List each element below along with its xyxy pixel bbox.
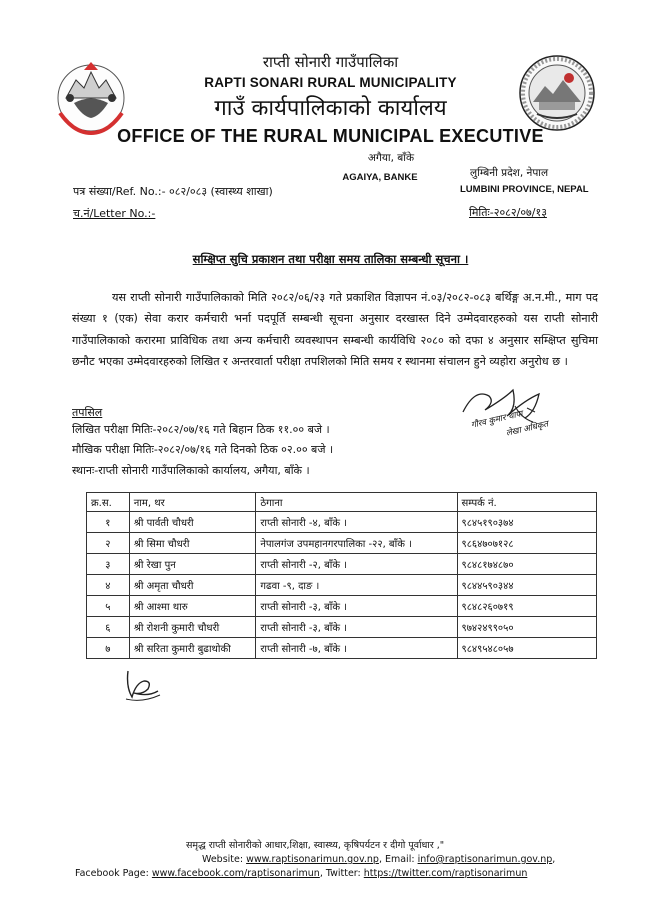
table-row <box>87 638 597 659</box>
website-link[interactable]: www.raptisonarimun.gov.np <box>246 854 379 865</box>
table-row <box>87 617 597 638</box>
row-address: राप्ती सोनारी -३, बाँके । <box>256 617 457 638</box>
email-end: , <box>552 854 556 865</box>
email-link[interactable]: info@raptisonarimun.gov.np <box>417 854 553 865</box>
row-serial: २ <box>87 533 130 554</box>
row-contact: ९८४८२६०७१९ <box>457 596 596 617</box>
table-row <box>87 575 597 596</box>
facebook-link[interactable]: www.facebook.com/raptisonarimun <box>151 868 320 879</box>
row-contact: ९८४४५९०३४४ <box>457 575 596 596</box>
row-address: गढवा -९, दाङ । <box>256 575 457 596</box>
notice-subject <box>0 248 661 267</box>
address-english: AGAIYA, BANKE <box>342 172 418 183</box>
province-nepali: लुम्बिनी प्रदेश, नेपाल <box>470 167 549 179</box>
table-row <box>87 512 597 533</box>
row-serial: १ <box>87 512 130 533</box>
table-row <box>87 596 597 617</box>
row-serial: ५ <box>87 596 130 617</box>
header-name: नाम, थर <box>129 493 256 512</box>
table-header-row <box>87 493 597 512</box>
details-heading: तपसिल <box>72 406 103 419</box>
row-serial: ६ <box>87 617 130 638</box>
row-serial: ४ <box>87 575 130 596</box>
footer-social-line <box>75 868 527 879</box>
written-exam-schedule: लिखित परीक्षा मितिः-२०८२/०७/१६ गते बिहान ठिक ११.०० बजे । <box>72 423 330 436</box>
notice-body: यस राप्ती सोनारी गाउँपालिकाको मिति २०८२/०६/२३ गते प्रकाशित विज्ञापन नं.०३/२०८२-०८३ बर्थिङ्ग अ.न.मी., माग पद संख्या १ (एक) सेवा करार कर्मचारी भर्ना पदपूर्ति सम्बन्धी सूचना अनुसार दरखास्त दिने उम्मेदवारहरुको यस राप्ती सोनारी गाउँपालिकाको करारमा प्राविधिक तथा अन्य कर्मचारी व्यवस्थापन सम्बन्धी कार्यविधि २०८० को दफा ४ अनुसार सम्क्षिप्त सुचिमा छनौट भएका उम्मेदवारहरुको लिखित र अन्तरवार्ता परीक्षा तपशिलको मिति समय र स्थानमा संचालन हुने व्यहोरा अनुरोध छ । <box>72 291 598 369</box>
row-address: राप्ती सोनारी -३, बाँके । <box>256 596 457 617</box>
row-name: श्री आश्मा थारु <box>129 596 256 617</box>
signer-name: गौरव कुमार थापा <box>470 409 524 431</box>
row-serial: ३ <box>87 554 130 575</box>
row-name: श्री रेखा पुन <box>129 554 256 575</box>
email-label: , Email: <box>378 854 418 865</box>
footer-contact-line <box>202 854 555 865</box>
municipality-name-english: RAPTI SONARI RURAL MUNICIPALITY <box>204 75 457 90</box>
row-contact: ९७४२४९९०५० <box>457 617 596 638</box>
notice-subject-text: सम्क्षिप्त सुचि प्रकाशन तथा परीक्षा समय तालिका सम्बन्धी सूचना । <box>192 252 469 266</box>
initials-mark <box>122 663 164 703</box>
table-row <box>87 554 597 575</box>
reference-number: पत्र संख्या/Ref. No.:- ०८२/०८३ (स्वास्थ्य शाखा) <box>73 185 273 198</box>
province-english: LUMBINI PROVINCE, NEPAL <box>460 184 589 195</box>
office-name-english: OFFICE OF THE RURAL MUNICIPAL EXECUTIVE <box>117 126 544 146</box>
footer-slogan: समृद्ध राप्ती सोनारीको आधार,शिक्षा, स्वास्थ्य, कृषिपर्यटन र दीगो पूर्वाधार ," <box>186 840 445 851</box>
municipality-name-nepali: राप्ती सोनारी गाउँपालिका <box>262 53 399 71</box>
letter-number: च.नं/Letter No.:- <box>73 207 156 220</box>
row-contact: ९८४८१७४८७० <box>457 554 596 575</box>
header-contact: सम्पर्क नं. <box>457 493 596 512</box>
row-contact: ९८६४७०७१२८ <box>457 533 596 554</box>
row-address: नेपालगंज उपमहानगरपालिका -२२, बाँके । <box>256 533 457 554</box>
letter-date: मितिः-२०८२/०७/१३ <box>469 206 547 219</box>
exam-venue: स्थानः-राप्ती सोनारी गाउँपालिकाको कार्यालय, अगैया, बाँके । <box>72 464 310 477</box>
table-row <box>87 533 597 554</box>
header-address: ठेगाना <box>256 493 457 512</box>
website-label: Website: <box>202 854 247 865</box>
row-name: श्री रोशनी कुमारी चौधरी <box>129 617 256 638</box>
row-address: राप्ती सोनारी -७, बाँके । <box>256 638 457 659</box>
row-name: श्री सिमा चौधरी <box>129 533 256 554</box>
signer-title: लेखा अधिकृत <box>505 419 550 439</box>
facebook-label: Facebook Page: <box>75 868 152 879</box>
address-nepali: अगैया, बाँके <box>367 152 415 164</box>
twitter-label: , Twitter: <box>319 868 364 879</box>
row-address: राप्ती सोनारी -२, बाँके । <box>256 554 457 575</box>
row-address: राप्ती सोनारी -४, बाँके । <box>256 512 457 533</box>
signature-mark <box>455 378 625 448</box>
twitter-link[interactable]: https://twitter.com/raptisonarimun <box>363 868 528 879</box>
header-serial: क्र.स. <box>87 493 130 512</box>
candidate-table <box>86 492 597 659</box>
row-contact: ९८४९५४८०५७ <box>457 638 596 659</box>
oral-exam-schedule: मौखिक परीक्षा मितिः-२०८२/०७/१६ गते दिनको ठिक ०२.०० बजे । <box>72 443 334 456</box>
row-serial: ७ <box>87 638 130 659</box>
row-name: श्री पार्वती चौधरी <box>129 512 256 533</box>
row-name: श्री अमृता चौधरी <box>129 575 256 596</box>
office-name-nepali: गाउँ कार्यपालिकाको कार्यालय <box>214 96 447 121</box>
row-name: श्री सरिता कुमारी बुढाथोकी <box>129 638 256 659</box>
row-contact: ९८४५१९०३७४ <box>457 512 596 533</box>
